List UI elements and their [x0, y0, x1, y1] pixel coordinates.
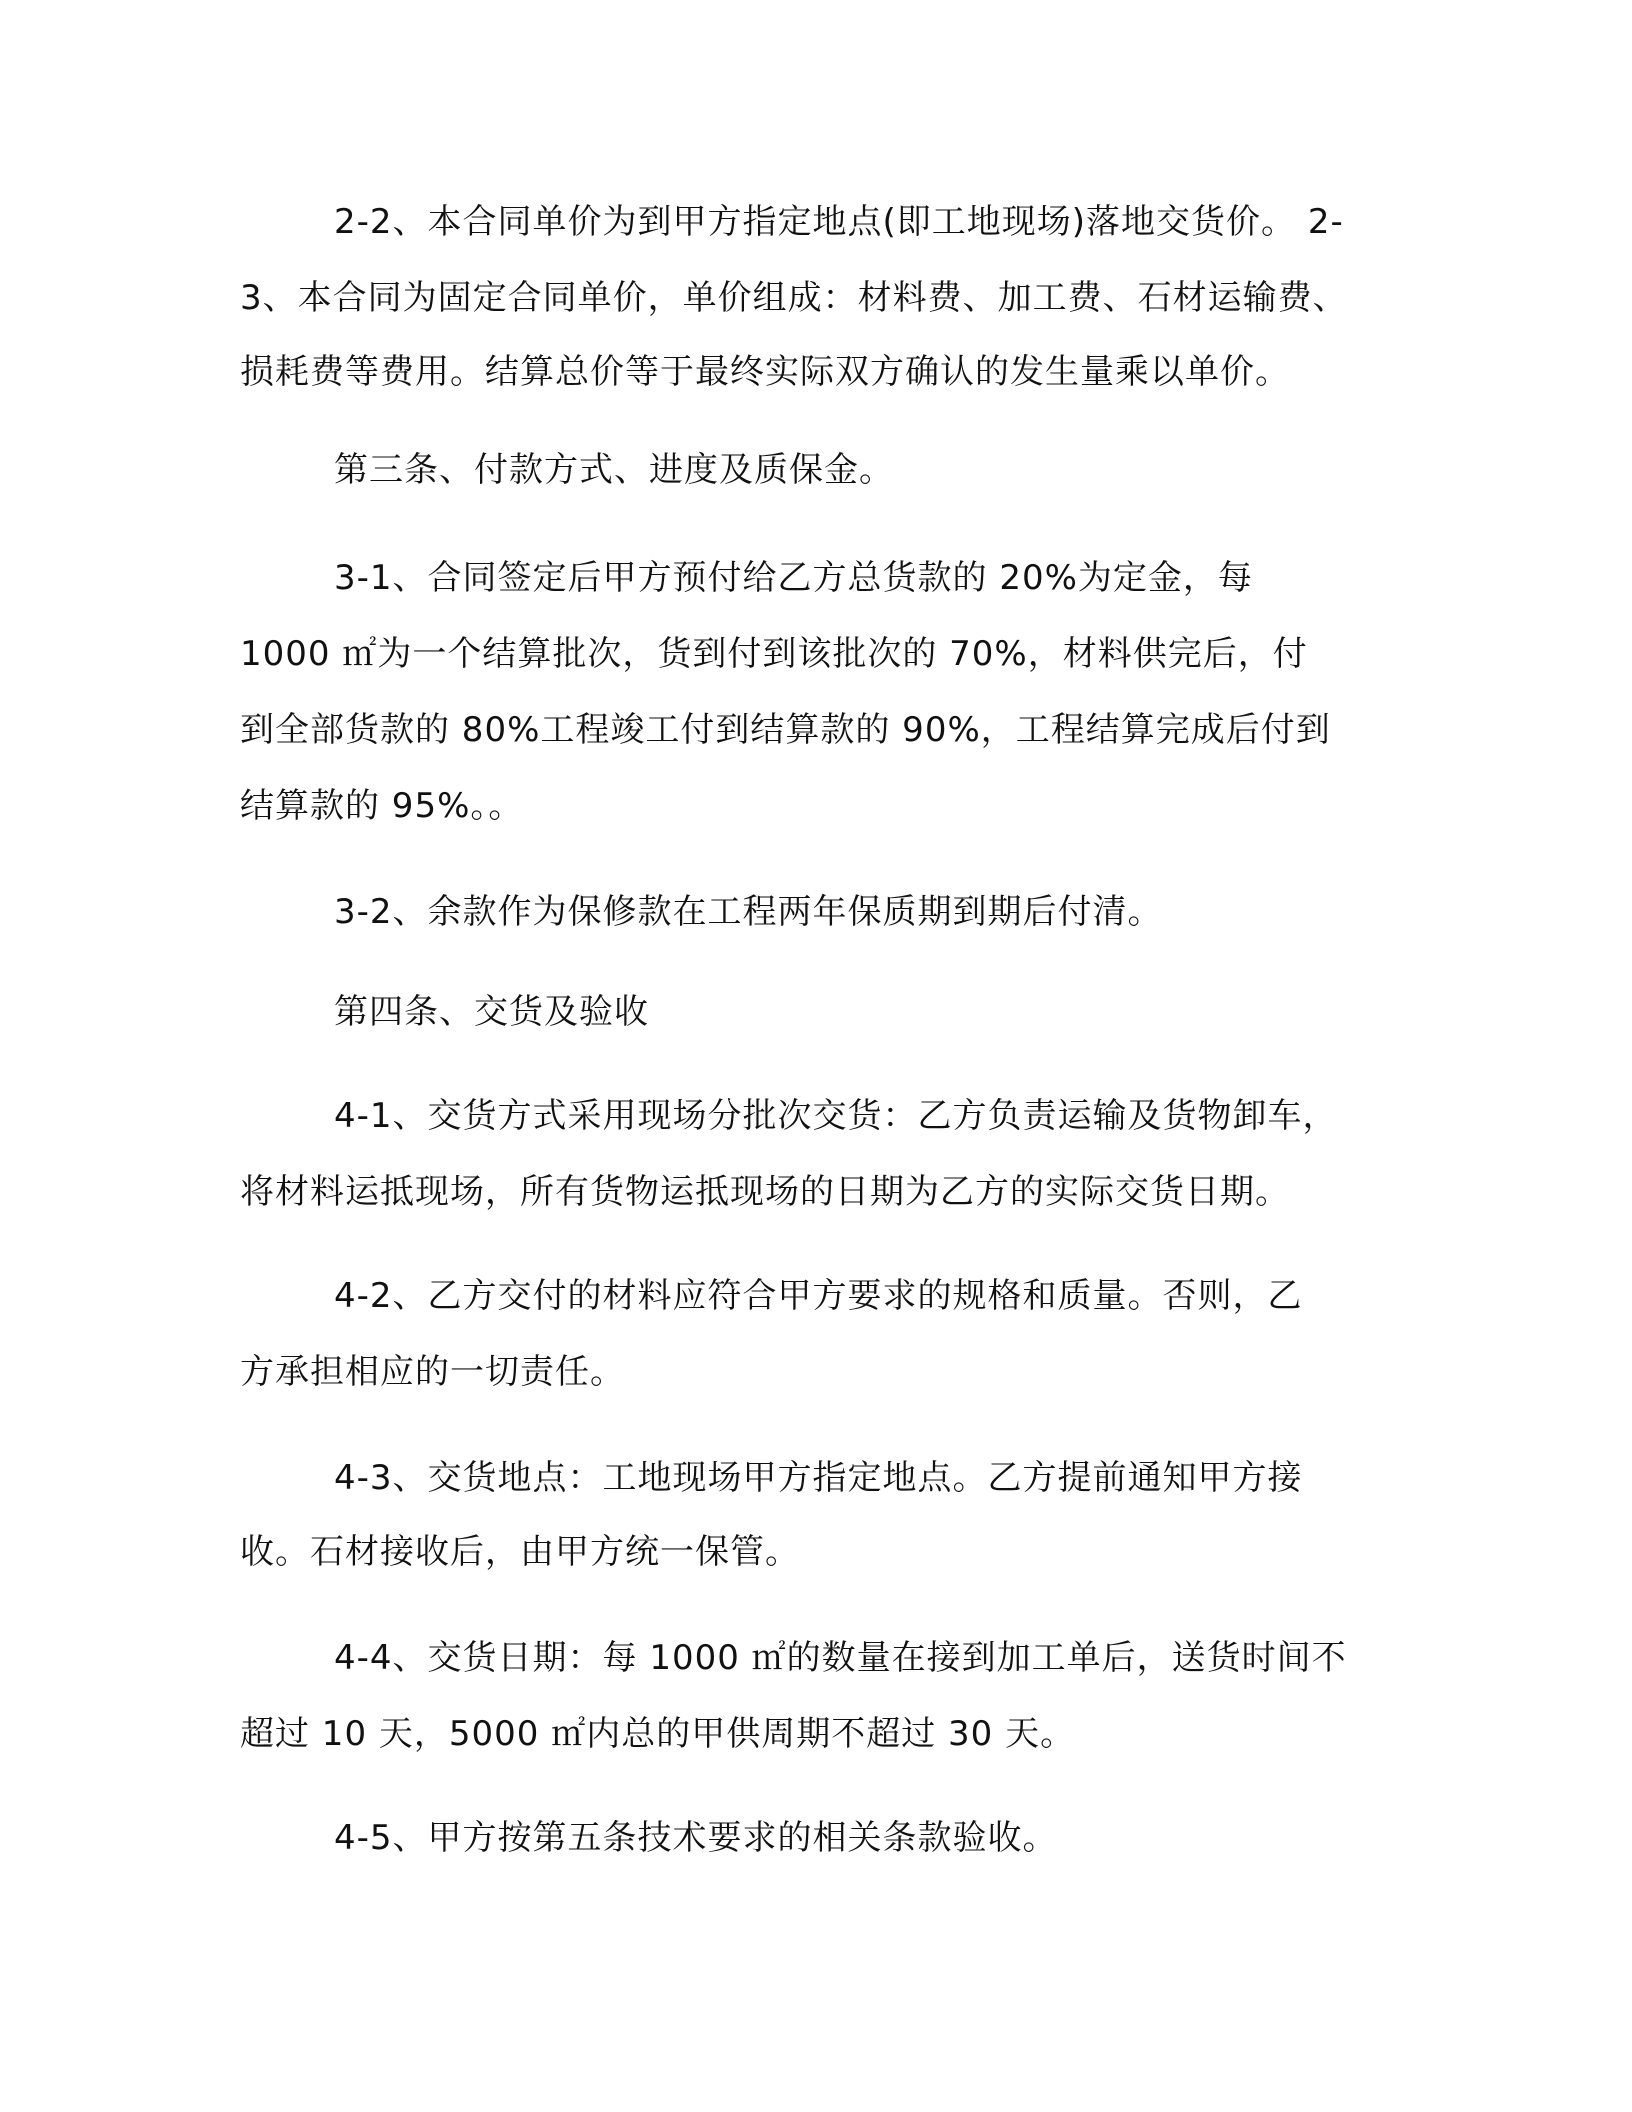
text-line: 收。石材接收后，由甲方统一保管。 [240, 1532, 800, 1572]
text-line: 4-4、交货日期：每 1000 ㎡的数量在接到加工单后，送货时间不 [334, 1638, 1347, 1678]
text-line: 4-3、交货地点：工地现场甲方指定地点。乙方提前通知甲方接 [334, 1458, 1303, 1498]
text-line: 损耗费等费用。结算总价等于最终实际双方确认的发生量乘以单价。 [240, 352, 1290, 392]
text-line: 4-5、甲方按第五条技术要求的相关条款验收。 [334, 1818, 1058, 1858]
text-line: 3-2、余款作为保修款在工程两年保质期到期后付清。 [334, 892, 1163, 932]
text-line: 4-1、交货方式采用现场分批次交货：乙方负责运输及货物卸车， [334, 1096, 1338, 1136]
text-line: 方承担相应的一切责任。 [240, 1352, 625, 1392]
section-heading: 第四条、交货及验收 [334, 992, 649, 1032]
text-line: 4-2、乙方交付的材料应符合甲方要求的规格和质量。否则，乙 [334, 1276, 1303, 1316]
text-line: 1000 ㎡为一个结算批次，货到付到该批次的 70%，材料供完后，付 [240, 634, 1308, 674]
text-line: 3-1、合同签定后甲方预付给乙方总货款的 20%为定金，每 [334, 558, 1253, 598]
text-line: 3、本合同为固定合同单价，单价组成：材料费、加工费、石材运输费、 [240, 278, 1348, 318]
text-line: 将材料运抵现场，所有货物运抵现场的日期为乙方的实际交货日期。 [240, 1172, 1290, 1212]
section-heading: 第三条、付款方式、进度及质保金。 [334, 450, 894, 490]
text-line: 结算款的 95%。。 [240, 786, 524, 826]
text-line: 超过 10 天，5000 ㎡内总的甲供周期不超过 30 天。 [240, 1714, 1076, 1754]
text-line: 2-2、本合同单价为到甲方指定地点(即工地现场)落地交货价。 2- [334, 202, 1344, 242]
text-line: 到全部货款的 80%工程竣工付到结算款的 90%，工程结算完成后付到 [240, 710, 1331, 750]
